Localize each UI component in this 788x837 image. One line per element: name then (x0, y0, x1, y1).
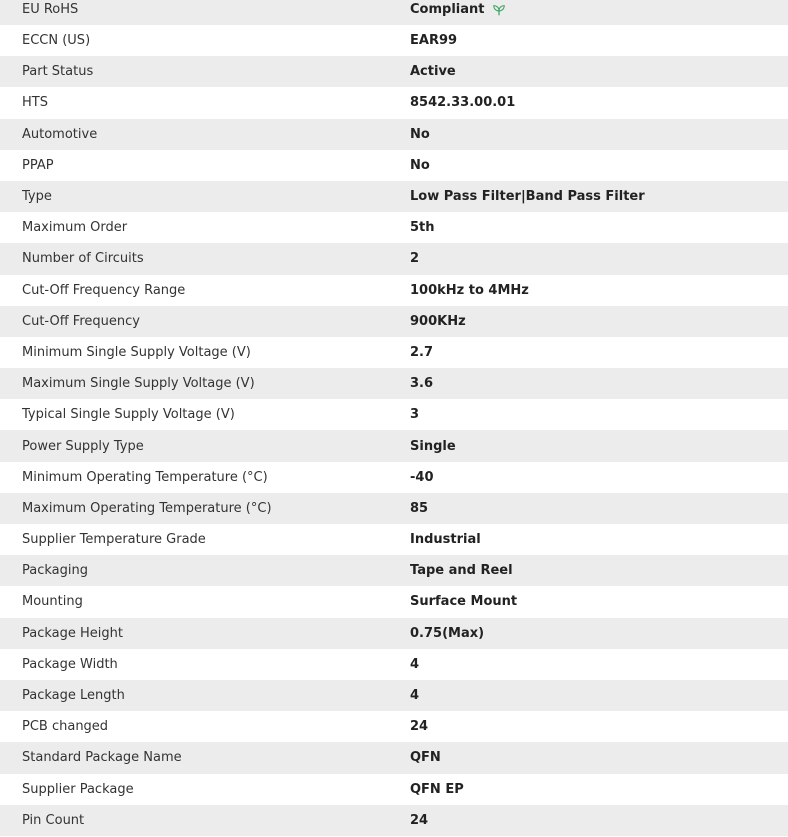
spec-label: HTS (22, 95, 48, 111)
spec-row-maximum-order (0, 212, 788, 243)
leaf-icon (492, 3, 506, 17)
spec-value: 3 (410, 407, 420, 423)
spec-label: Package Height (22, 625, 123, 641)
spec-row-package-height (0, 618, 788, 649)
spec-value: Low Pass Filter|Band Pass Filter (410, 189, 645, 205)
spec-row-max-operating-temp (0, 493, 788, 524)
spec-value: Industrial (410, 532, 481, 548)
spec-label: Supplier Package (22, 781, 134, 797)
spec-value: No (410, 126, 430, 142)
spec-label: Package Length (22, 688, 125, 704)
spec-value: Tape and Reel (410, 563, 513, 579)
spec-row-min-operating-temp (0, 462, 788, 493)
spec-row-power-supply-type (0, 430, 788, 461)
spec-label: Typical Single Supply Voltage (V) (22, 407, 235, 423)
spec-value: Single (410, 438, 456, 454)
spec-value (410, 2, 506, 17)
spec-value: 4 (410, 656, 420, 672)
spec-row-supplier-package (0, 774, 788, 805)
spec-value: No (410, 157, 430, 173)
spec-value: 900KHz (410, 313, 466, 329)
spec-value: 5th (410, 220, 435, 236)
spec-value: QFN EP (410, 781, 464, 797)
spec-value: 2.7 (410, 344, 434, 360)
spec-label: Maximum Order (22, 220, 128, 236)
spec-value: 8542.33.00.01 (410, 95, 516, 111)
spec-row-temperature-grade (0, 524, 788, 555)
spec-value: 2 (410, 251, 420, 267)
spec-row-type (0, 181, 788, 212)
spec-label: Packaging (22, 563, 88, 579)
spec-row-min-supply-voltage (0, 337, 788, 368)
spec-label: Standard Package Name (22, 750, 182, 766)
spec-label: Pin Count (22, 812, 85, 828)
spec-value: 24 (410, 812, 429, 828)
spec-value: 24 (410, 719, 429, 735)
spec-label: Maximum Operating Temperature (°C) (22, 500, 272, 516)
spec-label: Supplier Temperature Grade (22, 532, 206, 548)
spec-row-automotive (0, 119, 788, 150)
spec-row-standard-package-name (0, 742, 788, 773)
spec-label: Cut-Off Frequency (22, 313, 140, 329)
spec-row-eccn (0, 25, 788, 56)
spec-label: Package Width (22, 656, 118, 672)
spec-label: Minimum Single Supply Voltage (V) (22, 344, 251, 360)
spec-label: Part Status (22, 64, 94, 80)
spec-row-packaging (0, 555, 788, 586)
spec-row-number-of-circuits (0, 243, 788, 274)
spec-value: 4 (410, 688, 420, 704)
spec-value: 100kHz to 4MHz (410, 282, 529, 298)
spec-value: Surface Mount (410, 594, 518, 610)
spec-row-cutoff-frequency (0, 306, 788, 337)
spec-row-ppap (0, 150, 788, 181)
spec-value: EAR99 (410, 33, 458, 49)
spec-label: Mounting (22, 594, 83, 610)
spec-label: Type (22, 189, 52, 205)
spec-label: EU RoHS (22, 2, 79, 17)
spec-row-package-length (0, 680, 788, 711)
spec-value: QFN (410, 750, 441, 766)
spec-row-pcb-changed (0, 711, 788, 742)
spec-row-part-status (0, 56, 788, 87)
spec-value: 85 (410, 500, 429, 516)
spec-value-text: Compliant (410, 2, 485, 17)
spec-row-eu-rohs (0, 0, 788, 25)
spec-row-cutoff-range (0, 275, 788, 306)
spec-label: Minimum Operating Temperature (°C) (22, 469, 268, 485)
spec-row-pin-count (0, 805, 788, 836)
spec-row-mounting (0, 586, 788, 617)
spec-label: PCB changed (22, 719, 109, 735)
spec-row-package-width (0, 649, 788, 680)
spec-label: Automotive (22, 126, 98, 142)
spec-label: Cut-Off Frequency Range (22, 282, 186, 298)
spec-label: Number of Circuits (22, 251, 144, 267)
spec-label: Maximum Single Supply Voltage (V) (22, 376, 255, 392)
spec-value: -40 (410, 469, 434, 485)
spec-row-max-supply-voltage (0, 368, 788, 399)
spec-value: 3.6 (410, 376, 434, 392)
spec-row-typ-supply-voltage (0, 399, 788, 430)
spec-row-hts (0, 87, 788, 118)
spec-value: 0.75(Max) (410, 625, 485, 641)
spec-value: Active (410, 64, 456, 80)
spec-label: PPAP (22, 157, 54, 173)
spec-label: ECCN (US) (22, 33, 91, 49)
spec-label: Power Supply Type (22, 438, 144, 454)
